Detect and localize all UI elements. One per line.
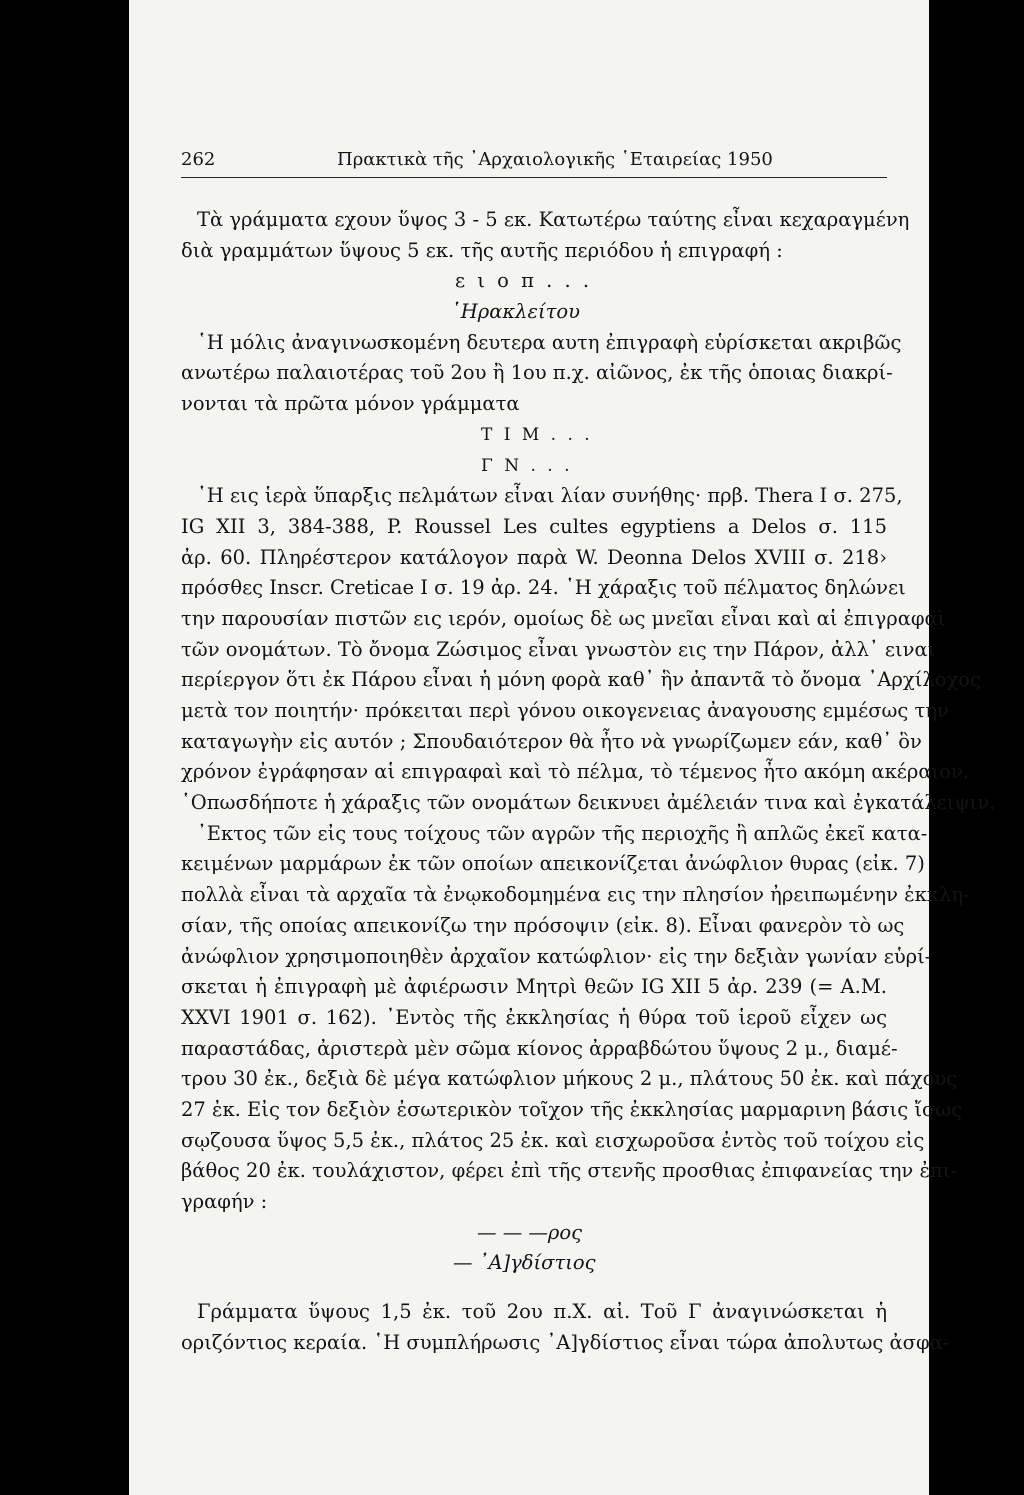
inscription-line: — — —ρος xyxy=(477,1220,583,1244)
text-line: χρόνον ἐγράφησαν αἱ επιγραφαὶ καὶ τὸ πέλμα, τὸ τέμενος ἦτο ακόμη ακέραιον. xyxy=(181,760,969,784)
inscription-line: ε ι ο π . . . xyxy=(455,269,593,293)
document-page xyxy=(129,0,996,1495)
text-line: την παρουσίαν πιστῶν εις ιερόν, ομοίως δὲ ως μνεῖαι εἶναι καὶ αἱ ἐπιγραφαὶ xyxy=(181,606,946,630)
text-line: κειμένων μαρμάρων ἐκ τῶν οποίων απεικονίζεται ἀνώφλιον θυρας (εἰκ. 7) xyxy=(181,852,925,876)
text-line: ῾Η εις ἱερὰ ὕπαρξις πελμάτων εἶναι λίαν συνήθης· πρβ. Thera I σ. 275, xyxy=(197,484,903,508)
text-line: γραφήν : xyxy=(181,1190,268,1213)
text-line: IG XII 3, 384-388, P. Roussel Les cultes egyptiens a Delos σ. 115 xyxy=(181,514,887,538)
page-number: 262 xyxy=(181,149,216,170)
text-line: βάθος 20 ἐκ. τουλάχιστον, φέρει ἐπὶ τῆς στενῆς προσθιας ἐπιφανείας την ἐπι- xyxy=(181,1159,957,1183)
text-line: παραστάδας, ἀριστερὰ μὲν σῶμα κίονος ἀρραβδώτου ὕψους 2 μ., διαμέ- xyxy=(181,1036,898,1060)
running-title: Πρακτικὰ τῆς ᾿Αρχαιολογικῆς ῾Εταιρείας 1950 xyxy=(337,149,773,170)
inscription-line: Γ Ν . . . xyxy=(481,455,573,476)
text-line: ἀρ. 60. Πληρέστερον κατάλογον παρὰ W. Deonna Delos XVIII σ. 218› xyxy=(181,545,887,569)
text-line: ἀνώφλιον χρησιμοποιηθὲν ἀρχαῖον κατώφλιον· εἰς την δεξιὰν γωνίαν εὑρί- xyxy=(181,944,932,968)
text-line: μετὰ τον ποιητήν· πρόκειται περὶ γόνου οικογενειας ἀναγουσης εμμέσως την xyxy=(181,699,949,722)
inscription-line: ῾Ηρακλείτου xyxy=(451,300,581,324)
text-line: ᾽Εκτος τῶν εἰς τους τοίχους τῶν αγρῶν τῆς περιοχῆς ἢ απλῶς ἐκεῖ κατα- xyxy=(197,821,928,845)
text-line: πρόσθες Inscr. Creticae I σ. 19 ἀρ. 24. ῾Η χάραξις τοῦ πέλματος δηλώνει xyxy=(181,576,906,600)
text-line: τρου 30 ἐκ., δεξιὰ δὲ μέγα κατώφλιον μήκους 2 μ., πλάτους 50 ἐκ. καὶ πάχους xyxy=(181,1067,958,1091)
text-line: διὰ γραμμάτων ὕψους 5 εκ. τῆς αυτῆς περιόδου ἡ επιγραφή : xyxy=(181,238,783,262)
text-line: σίαν, τῆς οποίας απεικονίζω την πρόσοψιν (εἰκ. 8). Εἶναι φανερὸν τὸ ως xyxy=(181,913,905,937)
text-line: περίεργον ὅτι ἐκ Πάρου εἶναι ἡ μόνη φορὰ καθ᾽ ἣν ἀπαντᾶ τὸ ὄνομα ᾽Αρχίλοχος xyxy=(181,668,981,692)
text-line: πολλὰ εἶναι τὰ αρχαῖα τὰ ἐνῳκοδομημένα εις την πλησίον ἠρειπωμένην ἐκκλη- xyxy=(181,883,970,907)
body-text xyxy=(181,205,996,1358)
inscription-line: Τ Ι Μ . . . xyxy=(481,424,593,445)
text-line: ανωτέρω παλαιοτέρας τοῦ 2ου ἢ 1ου π.χ. αἰῶνος, ἐκ τῆς ὁποιας διακρί- xyxy=(181,361,893,385)
text-line: Γράμματα ὕψους 1,5 ἐκ. τοῦ 2ου π.Χ. αἰ. Τοῦ Γ ἀναγινώσκεται ἡ xyxy=(197,1300,887,1324)
text-line: ῾Οπωσδήποτε ἡ χάραξις τῶν ονομάτων δεικνυει ἀμέλειάν τινα καὶ ἐγκατάλειψιν. xyxy=(181,791,996,815)
text-line: νονται τὰ πρῶτα μόνον γράμματα xyxy=(181,392,520,416)
text-line: σῳζουσα ὕψος 5,5 ἐκ., πλάτος 25 ἐκ. καὶ εισχωροῦσα ἐντὸς τοῦ τοίχου εἰς xyxy=(181,1128,925,1152)
page-header xyxy=(181,147,887,178)
text-line: ῾Η μόλις ἀναγινωσκομένη δευτερα αυτη ἐπιγραφὴ εὑρίσκεται ακριβῶς xyxy=(197,330,902,354)
text-line: 27 ἐκ. Εἰς τον δεξιὸν ἐσωτερικὸν τοῖχον τῆς ἐκκλησίας μαρμαρινη βάσις ἴσως xyxy=(181,1097,963,1121)
text-line: οριζόντιος κεραία. ῾Η συμπλήρωσις ᾽Α]γδίστιος εἶναι τώρα ἀπολυτως ἀσφα- xyxy=(181,1330,950,1354)
text-line: σκεται ἡ ἐπιγραφὴ μὲ ἀφιέρωσιν Μητρὶ θεῶν IG XII 5 ἀρ. 239 (= Α.Μ. xyxy=(181,975,887,999)
text-line: τῶν ονομάτων. Τὸ ὄνομα Ζώσιμος εἶναι γνωστὸν εις την Πάρον, ἀλλ᾽ ειναι xyxy=(181,637,936,661)
text-line: καταγωγὴν εἰς αυτόν ; Σπουδαιότερον θὰ ἦτο νὰ γνωρίζωμεν εάν, καθ᾽ ὃν xyxy=(181,729,922,753)
text-line: Τὰ γράμματα εχουν ὕψος 3 - 5 εκ. Κατωτέρω ταύτης εἶναι κεχαραγμένη xyxy=(197,208,910,231)
inscription-line: — ᾽Α]γδίστιος xyxy=(453,1251,596,1275)
text-line: XXVI 1901 σ. 162). ᾽Εντὸς τῆς ἐκκλησίας ἡ θύρα τοῦ ἱεροῦ εἶχεν ως xyxy=(181,1005,887,1029)
